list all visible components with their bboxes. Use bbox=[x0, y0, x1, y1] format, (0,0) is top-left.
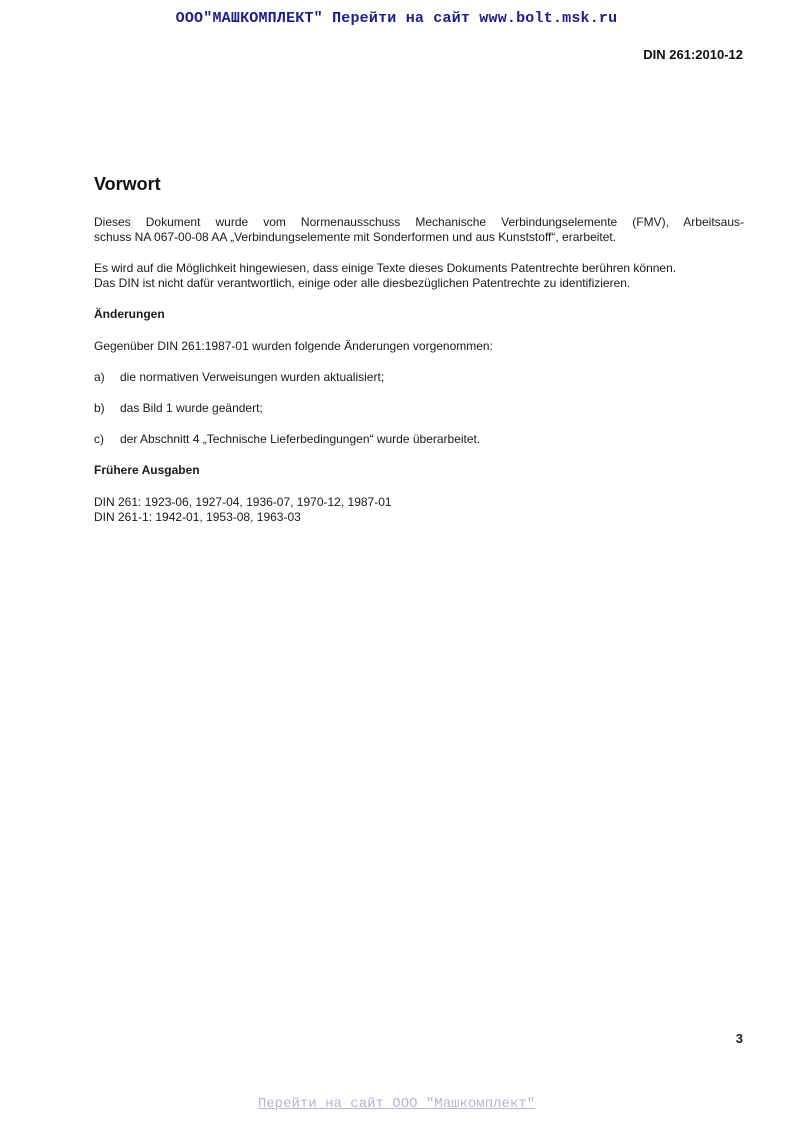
list-item bbox=[94, 401, 744, 416]
list-item bbox=[94, 432, 744, 447]
intro-line: schuss NA 067-00-08 AA „Verbindungselemente mit Sonderformen und aus Kunststoff“, erarbeitet. bbox=[94, 230, 617, 244]
changes-heading: Änderungen bbox=[94, 307, 165, 321]
list-text: der Abschnitt 4 „Technische Lieferbedingungen“ wurde überarbeitet. bbox=[120, 432, 481, 446]
patent-line: Es wird auf die Möglichkeit hingewiesen, dass einige Texte dieses Dokuments Patentrechte berühren können. bbox=[94, 261, 677, 275]
patent-line: Das DIN ist nicht dafür verantwortlich, einige oder alle diesbezüglichen Patentrechte zu identifizieren. bbox=[94, 276, 631, 290]
page-number: 3 bbox=[735, 1031, 743, 1046]
site-banner-link[interactable]: ООО"МАШКОМПЛЕКТ" Перейти на сайт www.bolt.msk.ru bbox=[175, 10, 618, 27]
editions-heading: Frühere Ausgaben bbox=[94, 463, 200, 477]
intro-paragraph bbox=[94, 215, 744, 245]
changes-intro: Gegenüber DIN 261:1987-01 wurden folgende Änderungen vorgenommen: bbox=[94, 339, 493, 353]
list-marker: c) bbox=[94, 432, 104, 446]
edition-line: DIN 261-1: 1942-01, 1953-08, 1963-03 bbox=[94, 510, 301, 524]
edition-line: DIN 261: 1923-06, 1927-04, 1936-07, 1970-12, 1987-01 bbox=[94, 495, 392, 509]
document-id: DIN 261:2010-12 bbox=[643, 47, 743, 62]
intro-line: Dieses Dokument wurde vom Normenausschuss Mechanische Verbindungselemente (FMV), Arbeitsaus- bbox=[94, 215, 744, 229]
list-marker: b) bbox=[94, 401, 105, 415]
page-content bbox=[94, 173, 744, 541]
list-item bbox=[94, 370, 744, 385]
footer-site-link[interactable]: Перейти на сайт ООО "Машкомплект" bbox=[257, 1096, 536, 1112]
list-text: die normativen Verweisungen wurden aktualisiert; bbox=[120, 370, 385, 384]
list-text: das Bild 1 wurde geändert; bbox=[120, 401, 263, 415]
section-title: Vorwort bbox=[94, 174, 161, 194]
patent-paragraph bbox=[94, 261, 744, 291]
list-marker: a) bbox=[94, 370, 105, 384]
editions-list bbox=[94, 495, 744, 525]
